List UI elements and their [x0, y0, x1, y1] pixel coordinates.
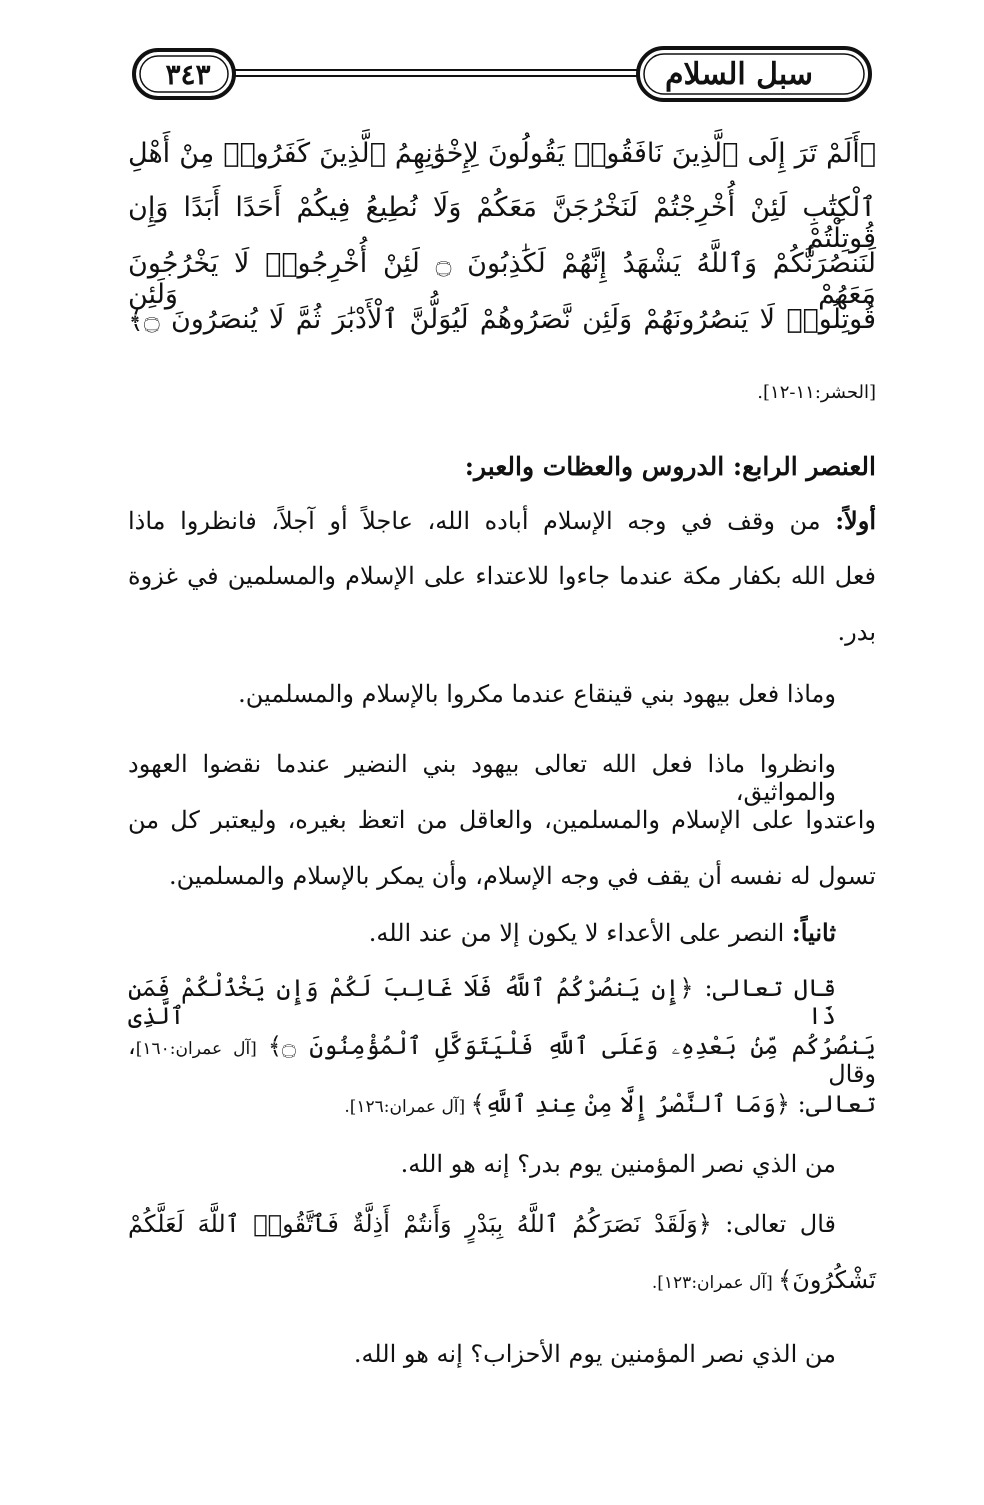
paragraph-line: [128, 1090, 876, 1118]
paragraph-line: [128, 1266, 876, 1294]
paragraph-line: واعتدوا على الإسلام والمسلمين، والعاقل من اتعظ بغيره، وليعتبر كل من: [128, 806, 876, 834]
verse-line: ﴿أَلَمْ تَرَ إِلَى ٱلَّذِينَ نَافَقُوا۟ يَقُولُونَ لِإِخْوَٰنِهِمُ ٱلَّذِينَ كَفَرُوا۟ مِنْ أَهْلِ: [128, 138, 876, 169]
paragraph-text: من وقف في وجه الإسلام أباده الله، عاجلاً أو آجلاً، فانظروا ماذا: [128, 507, 836, 535]
paragraph-text: ، وقال: [128, 1032, 876, 1088]
paragraph-line: تسول له نفسه أن يقف في وجه الإسلام، وأن يمكر بالإسلام والمسلمين.: [169, 862, 876, 890]
paragraph-line: [128, 1032, 876, 1088]
paragraph: [128, 918, 876, 947]
verse-reference: [آل عمران:١٢٦].: [344, 1097, 471, 1117]
page-header: [128, 40, 876, 114]
verse-reference: [آل عمران:١٢٣].: [651, 1273, 779, 1293]
paragraph-line: فعل الله بكفار مكة عندما جاءوا للاعتداء على الإسلام والمسلمين في غزوة: [128, 562, 876, 590]
paragraph-line: وانظروا ماذا فعل الله تعالى بيهود بني النضير عندما نقضوا العهود والمواثيق،: [128, 750, 836, 806]
paragraph-line: قال تعالى: ﴿وَلَقَدْ نَصَرَكُمُ ٱللَّهُ بِبَدْرٍ وَأَنتُمْ أَذِلَّةٌ فَٱتَّقُوا۟ ٱللَّهَ لَعَلَّكُمْ: [128, 1210, 836, 1238]
paragraph-lead: أولاً:: [835, 506, 876, 535]
book-title: سبل السلام: [664, 56, 814, 92]
paragraph-line: [128, 506, 876, 546]
paragraph-lead: ثانياً:: [791, 918, 836, 947]
verse-reference: [آل عمران:١٦٠]: [135, 1039, 268, 1059]
page-number: ٣٤٣: [165, 57, 211, 91]
paragraph: وماذا فعل بيهود بني قينقاع عندما مكروا بالإسلام والمسلمين.: [238, 680, 836, 708]
verse-reference: [الحشر:١١-١٢].: [757, 382, 876, 403]
paragraph-line: قال تعالى: ﴿إِن يَنصُرْكُمُ ٱللَّهُ فَلَا غَالِبَ لَكُمْ وَإِن يَخْذُلْكُمْ فَمَن ذَا ٱلَّذِى: [128, 974, 836, 1030]
paragraph: من الذي نصر المؤمنين يوم الأحزاب؟ إنه هو الله.: [353, 1340, 836, 1368]
paragraph-text: النصر على الأعداء لا يكون إلا من عند الله.: [368, 919, 792, 947]
section-heading: العنصر الرابع: الدروس والعظات والعبر:: [464, 452, 876, 481]
verse-line: قُوتِلُوا۟ لَا يَنصُرُونَهُمْ وَلَئِن نَّصَرُوهُمْ لَيُوَلُّنَّ ٱلْأَدْبَٰرَ ثُمَّ لَا يُنصَرُونَ ۝﴾: [128, 304, 877, 335]
verse-line: ٱلْكِتَٰبِ لَئِنْ أُخْرِجْتُمْ لَنَخْرُجَنَّ مَعَكُمْ وَلَا نُطِيعُ فِيكُمْ أَحَدًا أَبَدًا وَإِن قُوتِلْتُمْ: [128, 192, 876, 254]
verse-inline: تَشْكُرُونَ﴾: [778, 1266, 876, 1294]
verse-inline: تعالى: ﴿وَمَا ٱلنَّصْرُ إِلَّا مِنْ عِندِ ٱللَّهِ﴾: [470, 1090, 876, 1118]
paragraph-line: بدر.: [837, 618, 876, 646]
verse-inline: يَنصُرُكُم مِّنۢ بَعْدِهِۦ وَعَلَى ٱللَّهِ فَلْيَتَوَكَّلِ ٱلْمُؤْمِنُونَ ۝﴾: [267, 1032, 876, 1060]
verse-line: لَنَنصُرَنَّكُمْ وَٱللَّهُ يَشْهَدُ إِنَّهُمْ لَكَٰذِبُونَ ۝ لَئِنْ أُخْرِجُوا۟ لَا يَخْرُجُونَ مَعَهُمْ وَلَئِن: [128, 248, 876, 310]
paragraph: من الذي نصر المؤمنين يوم بدر؟ إنه هو الله.: [400, 1150, 836, 1178]
